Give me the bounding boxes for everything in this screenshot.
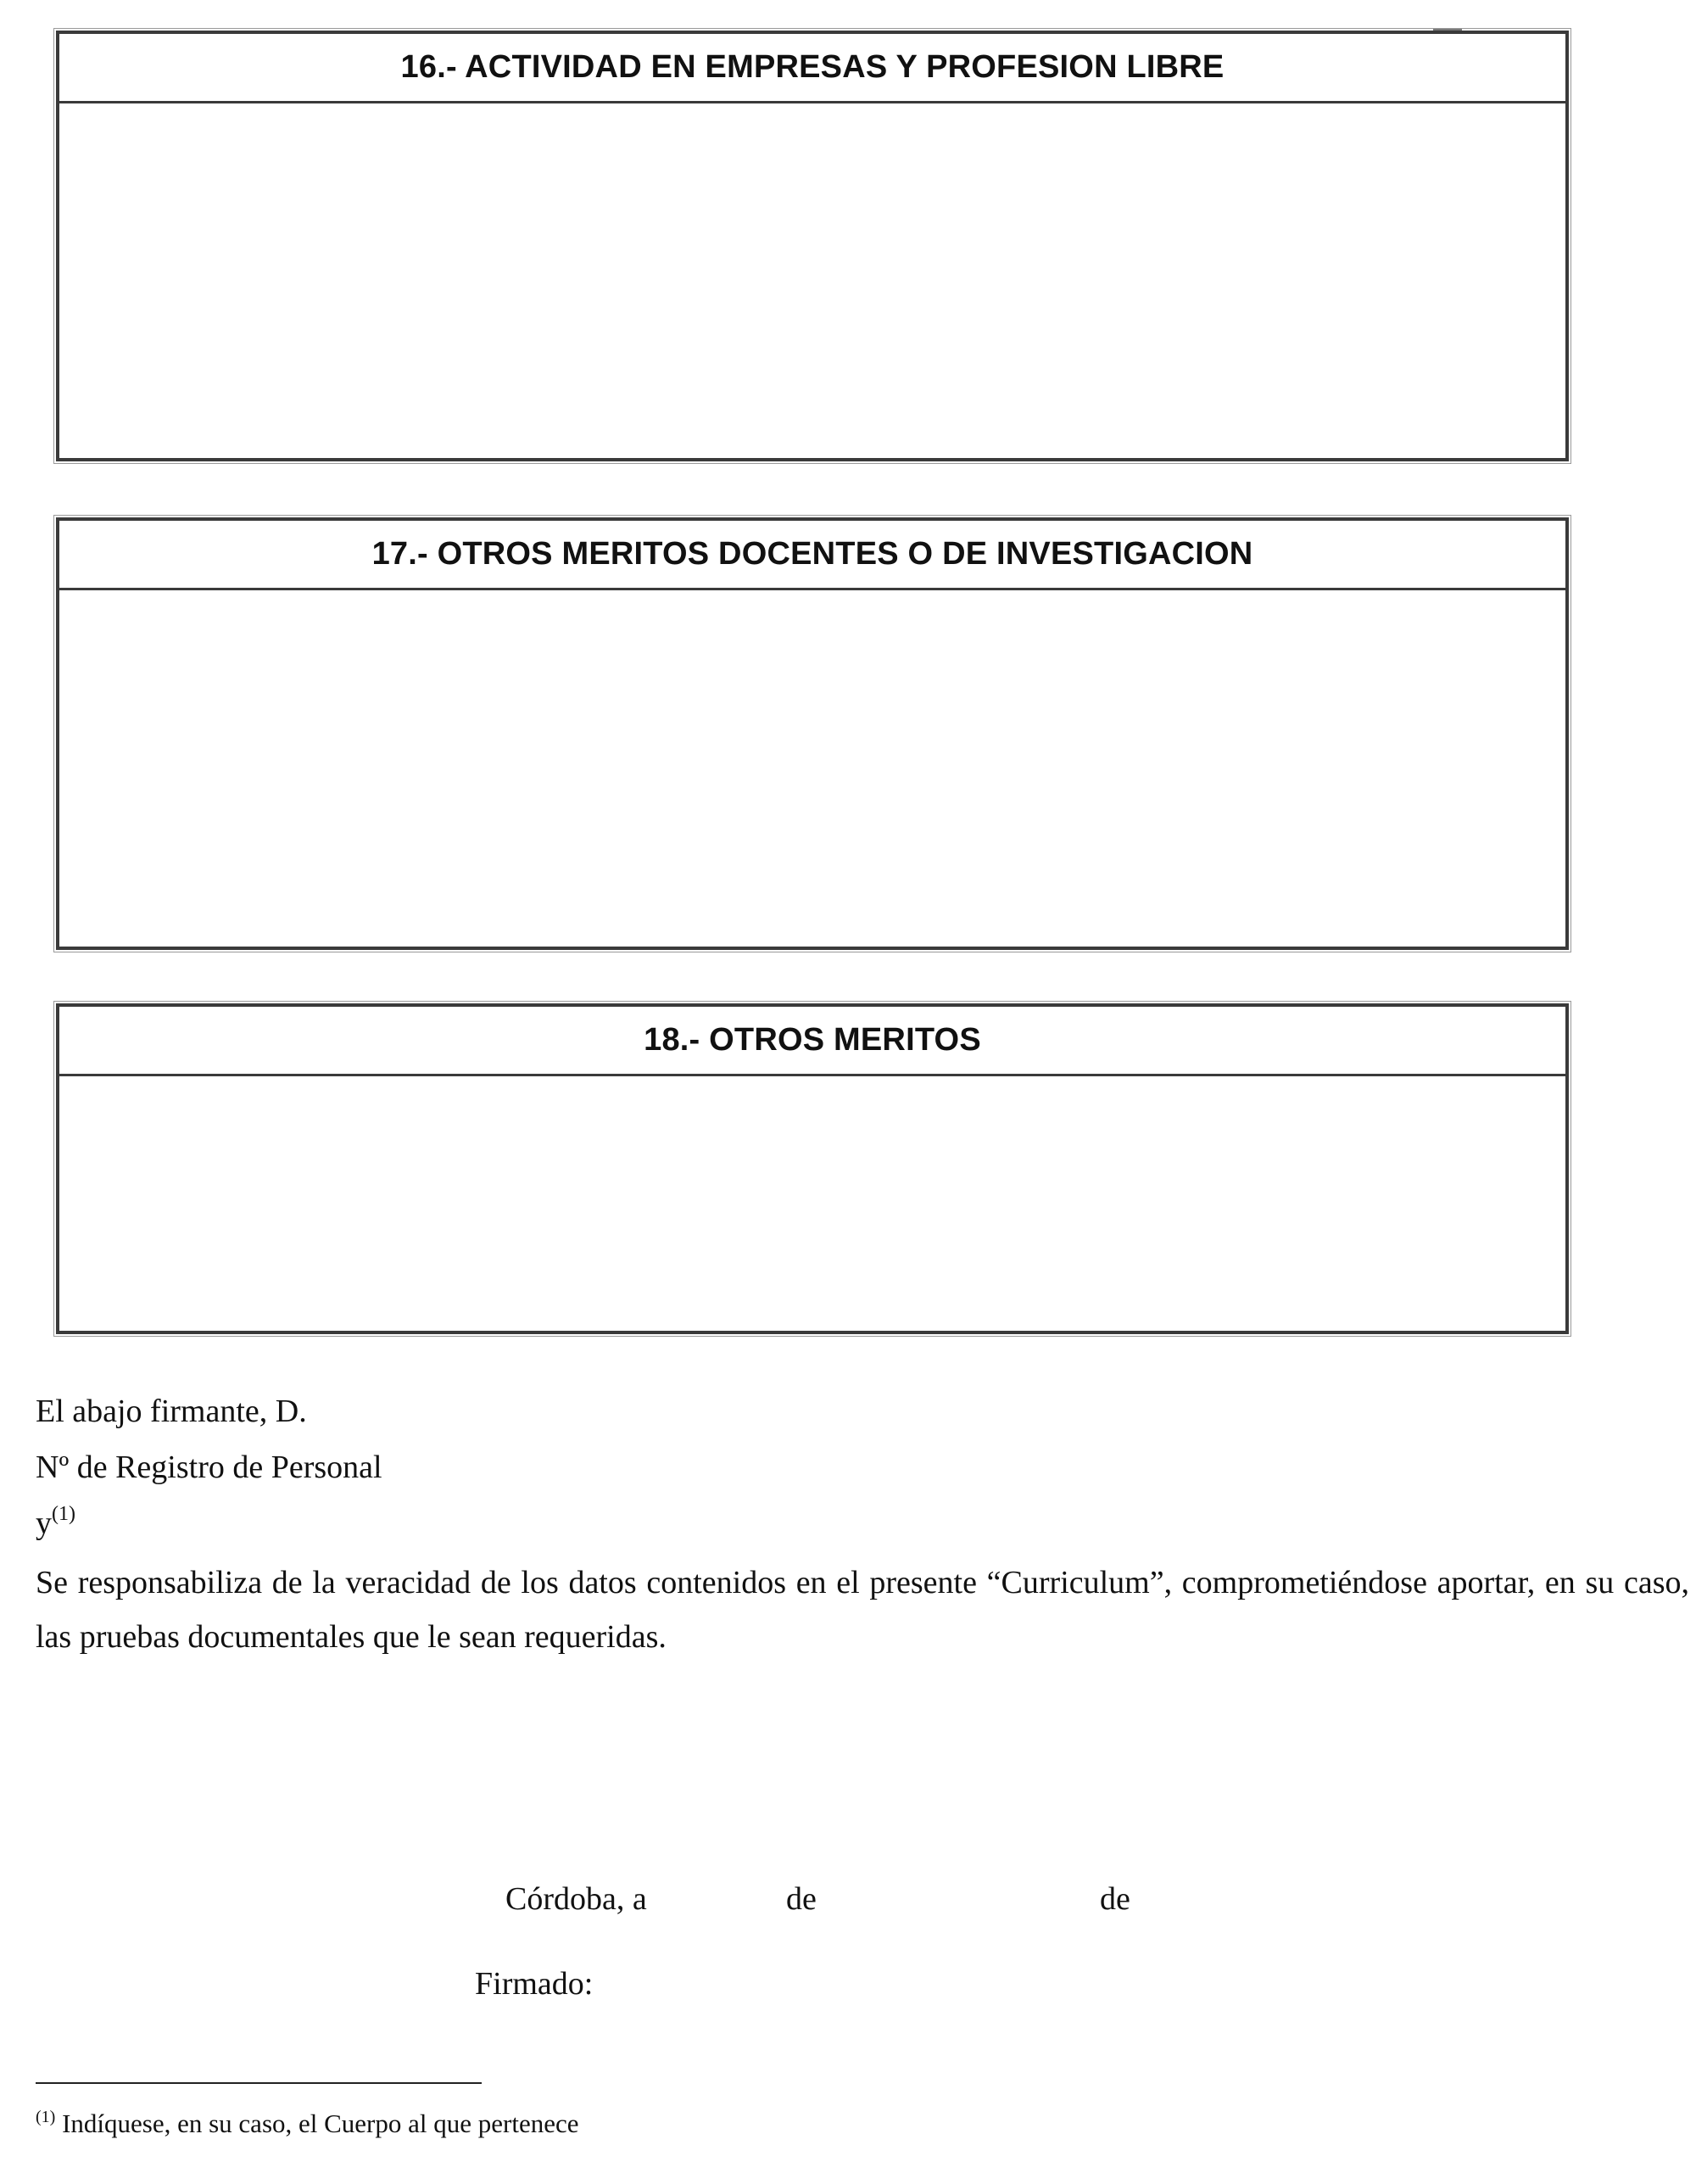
section-18-title: 18.- OTROS MERITOS [59, 1007, 1565, 1076]
section-18-content-area[interactable] [59, 1076, 1565, 1331]
section-17-box [56, 517, 1569, 950]
section-18-box [56, 1003, 1569, 1334]
footnote [36, 2109, 579, 2139]
corps-line-text: y [36, 1505, 52, 1541]
footnote-marker: (1) [36, 2108, 56, 2126]
signature-de-year-label: de [1100, 1881, 1130, 1917]
responsibility-statement: Se responsabiliza de la veracidad de los datos contenidos en el presente “Curriculum”, comprometiéndose aportar, en su caso, las pruebas documentales que le sean requeridas. [36, 1565, 1689, 1655]
section-17-content-area[interactable] [59, 590, 1565, 947]
section-16-box [56, 31, 1569, 461]
footnote-separator [36, 2082, 482, 2084]
corps-line [36, 1503, 75, 1541]
section-17-title: 17.- OTROS MERITOS DOCENTES O DE INVESTIGACION [59, 521, 1565, 590]
footnote-text: Indíquese, en su caso, el Cuerpo al que pertenece [55, 2109, 579, 2138]
section-16-title: 16.- ACTIVIDAD EN EMPRESAS Y PROFESION LIBRE [59, 34, 1565, 103]
registry-number-line: Nº de Registro de Personal [36, 1449, 382, 1485]
signature-signed-label: Firmado: [475, 1966, 594, 2002]
signature-place-label: Córdoba, a [505, 1881, 647, 1917]
signature-de-month-label: de [786, 1881, 817, 1917]
section-16-content-area[interactable] [59, 103, 1565, 458]
declarant-name-line: El abajo firmante, D. [36, 1394, 307, 1429]
footnote-ref: (1) [52, 1503, 75, 1525]
